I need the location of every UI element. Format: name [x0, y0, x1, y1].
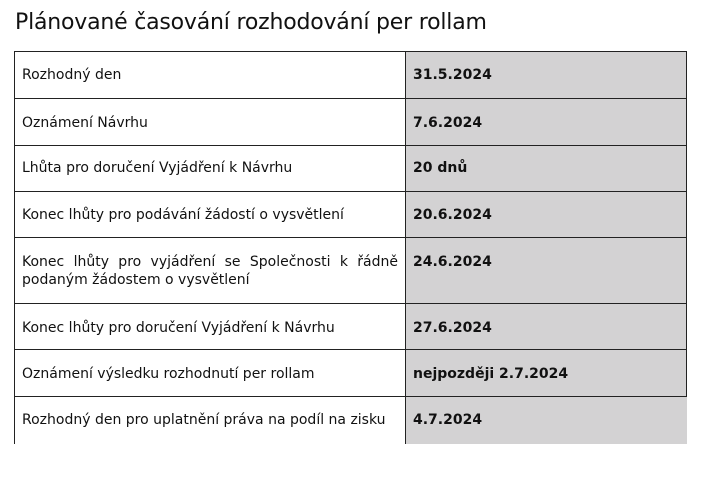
row-value: 24.6.2024: [406, 238, 687, 304]
row-label: Oznámení výsledku rozhodnutí per rollam: [15, 350, 406, 397]
table-row: [15, 397, 687, 444]
row-label: Konec lhůty pro doručení Vyjádření k Návrhu: [15, 304, 406, 350]
table-row: [15, 238, 687, 304]
page-title: Plánované časování rozhodování per rollam: [15, 10, 487, 35]
table-row: [15, 146, 687, 192]
row-value: 20 dnů: [406, 146, 687, 192]
table-row: [15, 192, 687, 238]
row-label: Konec lhůty pro podávání žádostí o vysvětlení: [15, 192, 406, 238]
row-label: Konec lhůty pro vyjádření se Společnosti k řádně podaným žádostem o vysvětlení: [15, 238, 406, 304]
row-value: 7.6.2024: [406, 99, 687, 146]
row-value: 31.5.2024: [406, 52, 687, 99]
row-value: nejpozději 2.7.2024: [406, 350, 687, 397]
row-label: Rozhodný den pro uplatnění práva na podíl na zisku: [15, 397, 406, 444]
table-row: [15, 52, 687, 99]
table-row: [15, 304, 687, 350]
schedule-table: [14, 51, 687, 444]
table-row: [15, 350, 687, 397]
row-value: 27.6.2024: [406, 304, 687, 350]
table-row: [15, 99, 687, 146]
row-label: Rozhodný den: [15, 52, 406, 99]
row-value: 20.6.2024: [406, 192, 687, 238]
row-value: 4.7.2024: [406, 397, 687, 444]
row-label: Oznámení Návrhu: [15, 99, 406, 146]
row-label: Lhůta pro doručení Vyjádření k Návrhu: [15, 146, 406, 192]
